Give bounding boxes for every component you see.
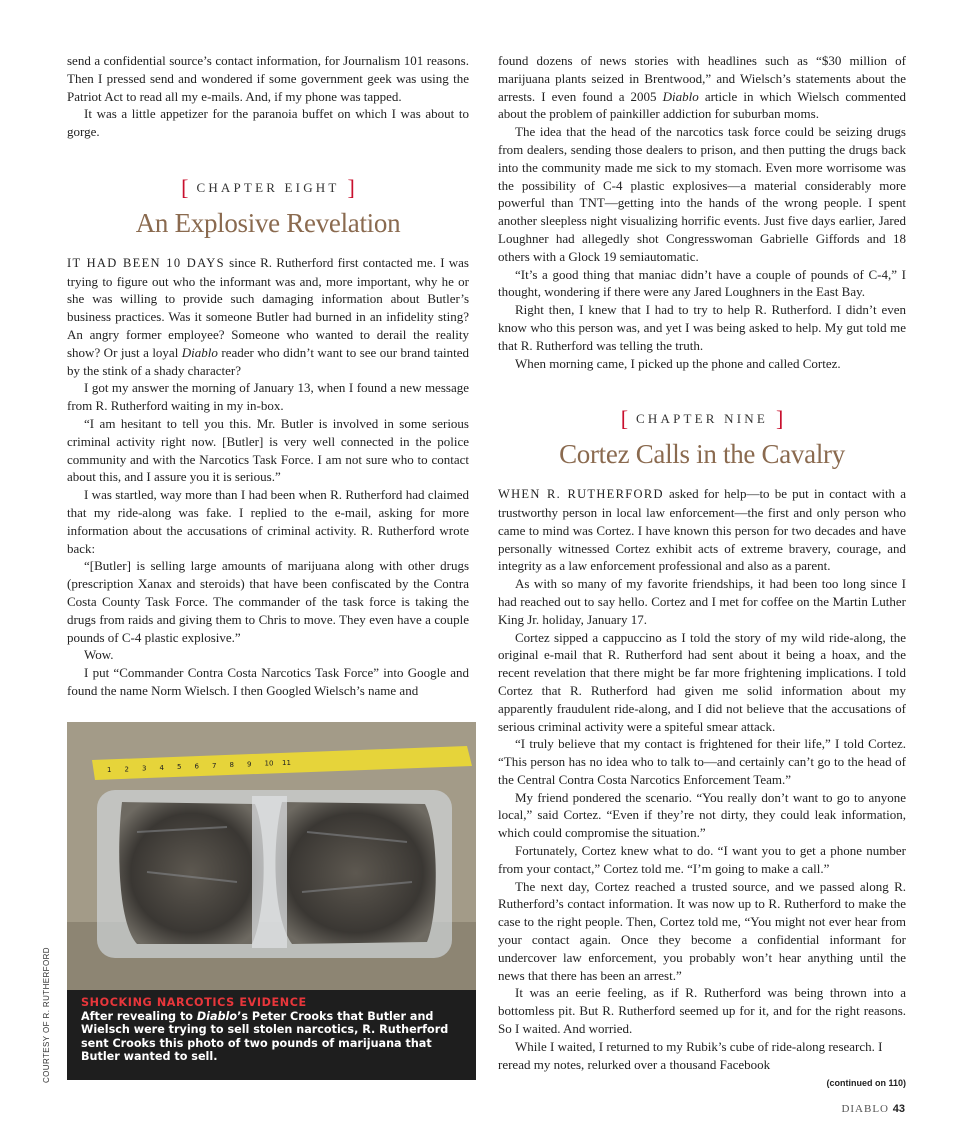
paragraph: I was startled, way more than I had been when R. Rutherford had claimed that my ride-along was fake. I replied to the e-mail, asking for more information about the accusations of criminal activity. R. Rutherford wrote back: [67, 487, 469, 556]
paragraph: I got my answer the morning of January 13, when I found a new message from R. Rutherford waiting in my in-box. [67, 380, 469, 414]
continued-note: (continued on 110) [826, 1078, 906, 1089]
paragraph: While I waited, I returned to my Rubik’s cube of ride-along research. I reread my notes, relurked over a thousand Facebook [498, 1038, 883, 1072]
paragraph: “I am hesitant to tell you this. Mr. Butler is involved in some serious criminal activity right now. [Butler] is very well connected in the police community and with the Narcotics Task Force. I am not sure who to contact about this, and I assure you it is serious.” [67, 415, 469, 485]
marijuana-photo [67, 722, 476, 990]
paragraph [498, 485, 906, 575]
paragraph [67, 254, 469, 380]
chapter-nine-heading [498, 408, 906, 471]
tape-number: 8 [229, 761, 234, 770]
paragraph: Wow. [84, 647, 114, 663]
right-bracket-icon: ] [775, 406, 784, 432]
paragraph: Fortunately, Cortez knew what to do. “I want you to get a phone number from your contact,” Cortez told me. “I’m going to make a call.” [498, 843, 906, 876]
paragraph: send a confidential source’s contact information, for Journalism 101 reasons. Then I pressed send and wondered if some government geek was using the Patriot Act to read all my e-mails. And, if my phone was tapped. [67, 53, 469, 104]
page-number: 43 [892, 1103, 905, 1115]
right-column [498, 52, 906, 1093]
tape-number: 3 [142, 764, 147, 773]
tape-number: 9 [247, 760, 252, 769]
magazine-name: DIABLO [841, 1103, 889, 1115]
paragraph: The next day, Cortez reached a trusted source, and we passed along R. Rutherford’s contact information. It was now up to R. Rutherford to make the case to the right people. Then, Cortez told me, “You might not ever hear from your contact again. Once they become a confidential informant for undercover law enforcement, you probably won’t hear anything until the news that there has been an arrest.” [498, 878, 906, 983]
marijuana-bags-image [67, 722, 476, 990]
chapter-title: An Explosive Revelation [135, 207, 401, 238]
text-run: article in which Wielsch commented about the problem of painkiller addiction for suburban moms. [498, 88, 906, 122]
text-run: since R. Rutherford first contacted me. I was trying to figure out who the informant was and, more important, why he or she was willing to provide such damaging information about Butler’s business practices. Was it someone Butler had burned in an infidelity sting? An angry former employee? Someone who wanted to derail the reality show? Or just a loyal [67, 254, 469, 360]
caption-title: SHOCKING NARCOTICS EVIDENCE [81, 996, 307, 1009]
italic-run: Diablo [662, 88, 699, 104]
lead-in: IT HAD BEEN 10 DAYS [67, 255, 225, 270]
text-run: reader who didn’t want to see our brand tainted by the stink of a shady character? [67, 344, 469, 378]
caption-body [81, 1010, 463, 1064]
paragraph: “I truly believe that my contact is frightened for their life,” I told Cortez. “This person has no idea who to talk to—and certainly can’t go to the head of the Central Contra Costa Narcotics Enforcement Team.” [498, 736, 906, 787]
paragraph: “[Butler] is selling large amounts of marijuana along with other drugs (prescription Xanax and steroids) that have been confiscated by the Contra Costa County Task Force. The commander of the task force is taking the drugs from raids and giving them to Chris to move. They even have a couple pounds of C-4 plastic explosive.” [67, 558, 469, 645]
chapter-label [621, 408, 784, 430]
paragraph: “It’s a good thing that maniac didn’t have a couple of pounds of C-4,” I thought, wondering if there were any Jared Loughners in the East Bay. [498, 266, 906, 300]
text-run: asked for help—to be put in contact with a trustworthy person in local law enforcement—the first and only person who came to mind was Cortez. I have known this person for two decades and have personally witnessed Cortez exhibit acts of extreme bravery, courage, and integrity as a law enforcement professional and also as a parent. [498, 486, 906, 574]
text-run: After revealing to [81, 1009, 197, 1023]
left-bracket-icon: [ [181, 174, 189, 200]
lead-in: WHEN R. RUTHERFORD [498, 487, 664, 502]
chapter-eight-heading [67, 174, 469, 240]
photo-caption [81, 996, 463, 1064]
photo-credit: COURTESY OF R. RUTHERFORD [42, 947, 51, 1083]
paragraph: It was a little appetizer for the paranoia buffet on which I was about to gorge. [67, 106, 469, 140]
paragraph: Right then, I knew that I had to try to help R. Rutherford. I didn’t even know who this person was, and yet I was being asked to help. My gut told me that R. Rutherford was telling the truth. [498, 302, 906, 353]
bag-right [275, 802, 435, 944]
tape-number: 11 [282, 759, 291, 767]
paragraph: The idea that the head of the narcotics task force could be seizing drugs from dealers, sending those dealers to prison, and then putting the drugs back into the community made me sick to my stomach. Even more worrisome was the possibility of C-4 plastic explosives—a material considerably more powerful than TNT—getting into the hands of the wrong people. I spent another sleepless night visualizing horrific events. Just five days earlier, Jared Loughner had allegedly shot Congresswoman Gabrielle Giffords and 18 others with a Glock 19 semiautomatic. [498, 124, 906, 264]
chapter-title: Cortez Calls in the Cavalry [559, 439, 845, 470]
paragraph: My friend pondered the scenario. “You really don’t want to go to anyone local,” said Cortez. “Even if they’re not dirty, they could leak information, which could compromise the situation.” [498, 789, 906, 841]
right-bracket-icon: ] [347, 174, 355, 200]
bag-left [119, 802, 263, 944]
left-bracket-icon: [ [620, 406, 629, 432]
paragraph: Cortez sipped a cappuccino as I told the story of my wild ride-along, the original e-mail that R. Rutherford had sent about it being a hoax, and the recent revelation that there might be far more frightening implications. I told Cortez that R. Rutherford had given me solid information about my apparently fraudulent ride-along, and I did not believe that the accusations of serious criminal activity were a spiteful smear attack. [498, 629, 906, 734]
tape-number: 10 [264, 759, 274, 768]
tape-number: 6 [194, 762, 199, 771]
text-run: found dozens of news stories with headlines such as “$30 million of marijuana plants seized in Brentwood,” and Wielsch’s statements about the arrests. I even found a 2005 [498, 53, 906, 104]
paragraph: It was an eerie feeling, as if R. Rutherford was being thrown into a bottomless pit. But R. Rutherford seemed up for it, and for the right reasons. So I waited. And worried. [498, 985, 906, 1037]
page-footer [841, 1103, 905, 1115]
paragraph: When morning came, I picked up the phone and called Cortez. [515, 355, 841, 371]
paragraph: As with so many of my favorite friendships, it had been too long since I had reached out to say hello. Cortez and I met for coffee on the Martin Luther King Jr. holiday, January 17. [498, 576, 906, 627]
tape-number: 7 [212, 761, 217, 770]
paragraph [498, 52, 906, 123]
text-run: ’s Peter Crooks that Butler and Wielsch were trying to sell stolen narcotics, R. Rutherford sent Crooks this photo of two pounds of marijuana that Butler wanted to sell. [81, 1009, 449, 1064]
italic-run: Diablo [181, 344, 218, 360]
photo-panel [67, 722, 476, 1080]
italic-run: Diablo [196, 1009, 238, 1023]
chapter-label-text: CHAPTER NINE [636, 411, 768, 427]
tape-number: 5 [177, 763, 182, 772]
chapter-label-text: CHAPTER EIGHT [196, 180, 340, 196]
left-column [67, 52, 469, 700]
tape-number: 4 [159, 763, 164, 772]
paragraph: I put “Commander Contra Costa Narcotics Task Force” into Google and found the name Norm Wielsch. I then Googled Wielsch’s name and [67, 665, 469, 698]
chapter-label [181, 174, 355, 200]
tape-number: 1 [107, 766, 112, 774]
tape-number: 2 [124, 765, 129, 774]
